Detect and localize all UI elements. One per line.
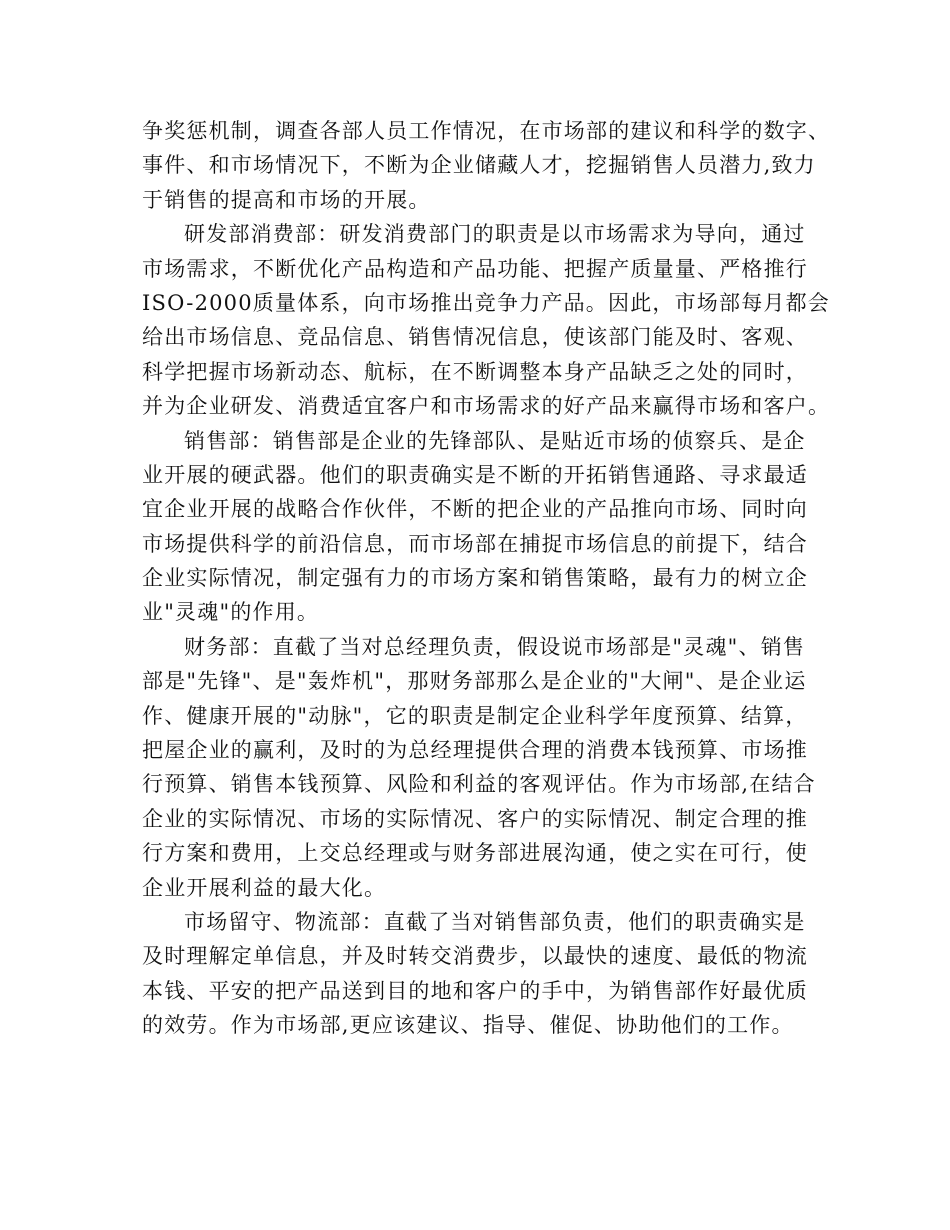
- text-line: 事件、和市场情况下，不断为企业储藏人才，挖掘销售人员潜力,致力: [142, 153, 816, 178]
- text-line: 作、健康开展的"动脉"，它的职责是制定企业科学年度预算、结算，: [142, 703, 808, 728]
- text-line: 业开展的硬武器。他们的职责确实是不断的开拓销售通路、寻求最适: [142, 462, 808, 487]
- text-line: 业"灵魂"的作用。: [142, 600, 320, 625]
- text-line: 市场需求，不断优化产品构造和产品功能、把握产质量量、严格推行: [142, 256, 808, 281]
- text-line: 于销售的提高和市场的开展。: [142, 187, 431, 212]
- paragraph-start-rd: 研发部消费部：研发消费部门的职责是以市场需求为导向，通过: [184, 222, 806, 247]
- paragraph-start-logistics: 市场留守、物流部：直截了当对销售部负责，他们的职责确实是: [184, 909, 806, 934]
- document-body: [142, 114, 831, 1043]
- text-line: ISO-2000质量体系，向市场推出竞争力产品。因此，市场部每月都会: [142, 290, 831, 315]
- text-line: 企业开展利益的最大化。: [142, 875, 387, 900]
- text-line: 科学把握市场新动态、航标，在不断调整本身产品缺乏之处的同时，: [142, 359, 808, 384]
- text-line: 企业的实际情况、市场的实际情况、客户的实际情况、制定合理的推: [142, 806, 808, 831]
- text-line: 行预算、销售本钱预算、风险和利益的客观评估。作为市场部,在结合: [142, 772, 816, 797]
- paragraph-start-sales: 销售部：销售部是企业的先锋部队、是贴近市场的侦察兵、是企: [184, 428, 806, 453]
- text-line: 并为企业研发、消费适宜客户和市场需求的好产品来赢得市场和客户。: [142, 394, 831, 419]
- text-line: 行方案和费用，上交总经理或与财务部进展沟通，使之实在可行，使: [142, 841, 808, 866]
- text-line: 给出市场信息、竞品信息、销售情况信息，使该部门能及时、客观、: [142, 325, 808, 350]
- text-line: 本钱、平安的把产品送到目的地和客户的手中，为销售部作好最优质: [142, 978, 808, 1003]
- text-line: 宜企业开展的战略合作伙伴，不断的把企业的产品推向市场、同时向: [142, 497, 808, 522]
- text-line: 企业实际情况，制定强有力的市场方案和销售策略，最有力的树立企: [142, 566, 808, 591]
- text-line: 争奖惩机制，调查各部人员工作情况，在市场部的建议和科学的数字、: [142, 119, 831, 143]
- text-line: 把屋企业的赢利，及时的为总经理提供合理的消费本钱预算、市场推: [142, 738, 808, 763]
- text-line: 的效劳。作为市场部,更应该建议、指导、催促、协助他们的工作。: [142, 1013, 794, 1038]
- text-line: 市场提供科学的前沿信息，而市场部在捕捉市场信息的前提下，结合: [142, 531, 808, 556]
- text-line: 部是"先锋"、是"轰炸机"，那财务部那么是企业的"大闸"、是企业运: [142, 669, 807, 694]
- text-line: 及时理解定单信息，并及时转交消费步，以最快的速度、最低的物流: [142, 944, 808, 969]
- paragraph-start-finance: 财务部：直截了当对总经理负责，假设说市场部是"灵魂"、销售: [184, 634, 806, 659]
